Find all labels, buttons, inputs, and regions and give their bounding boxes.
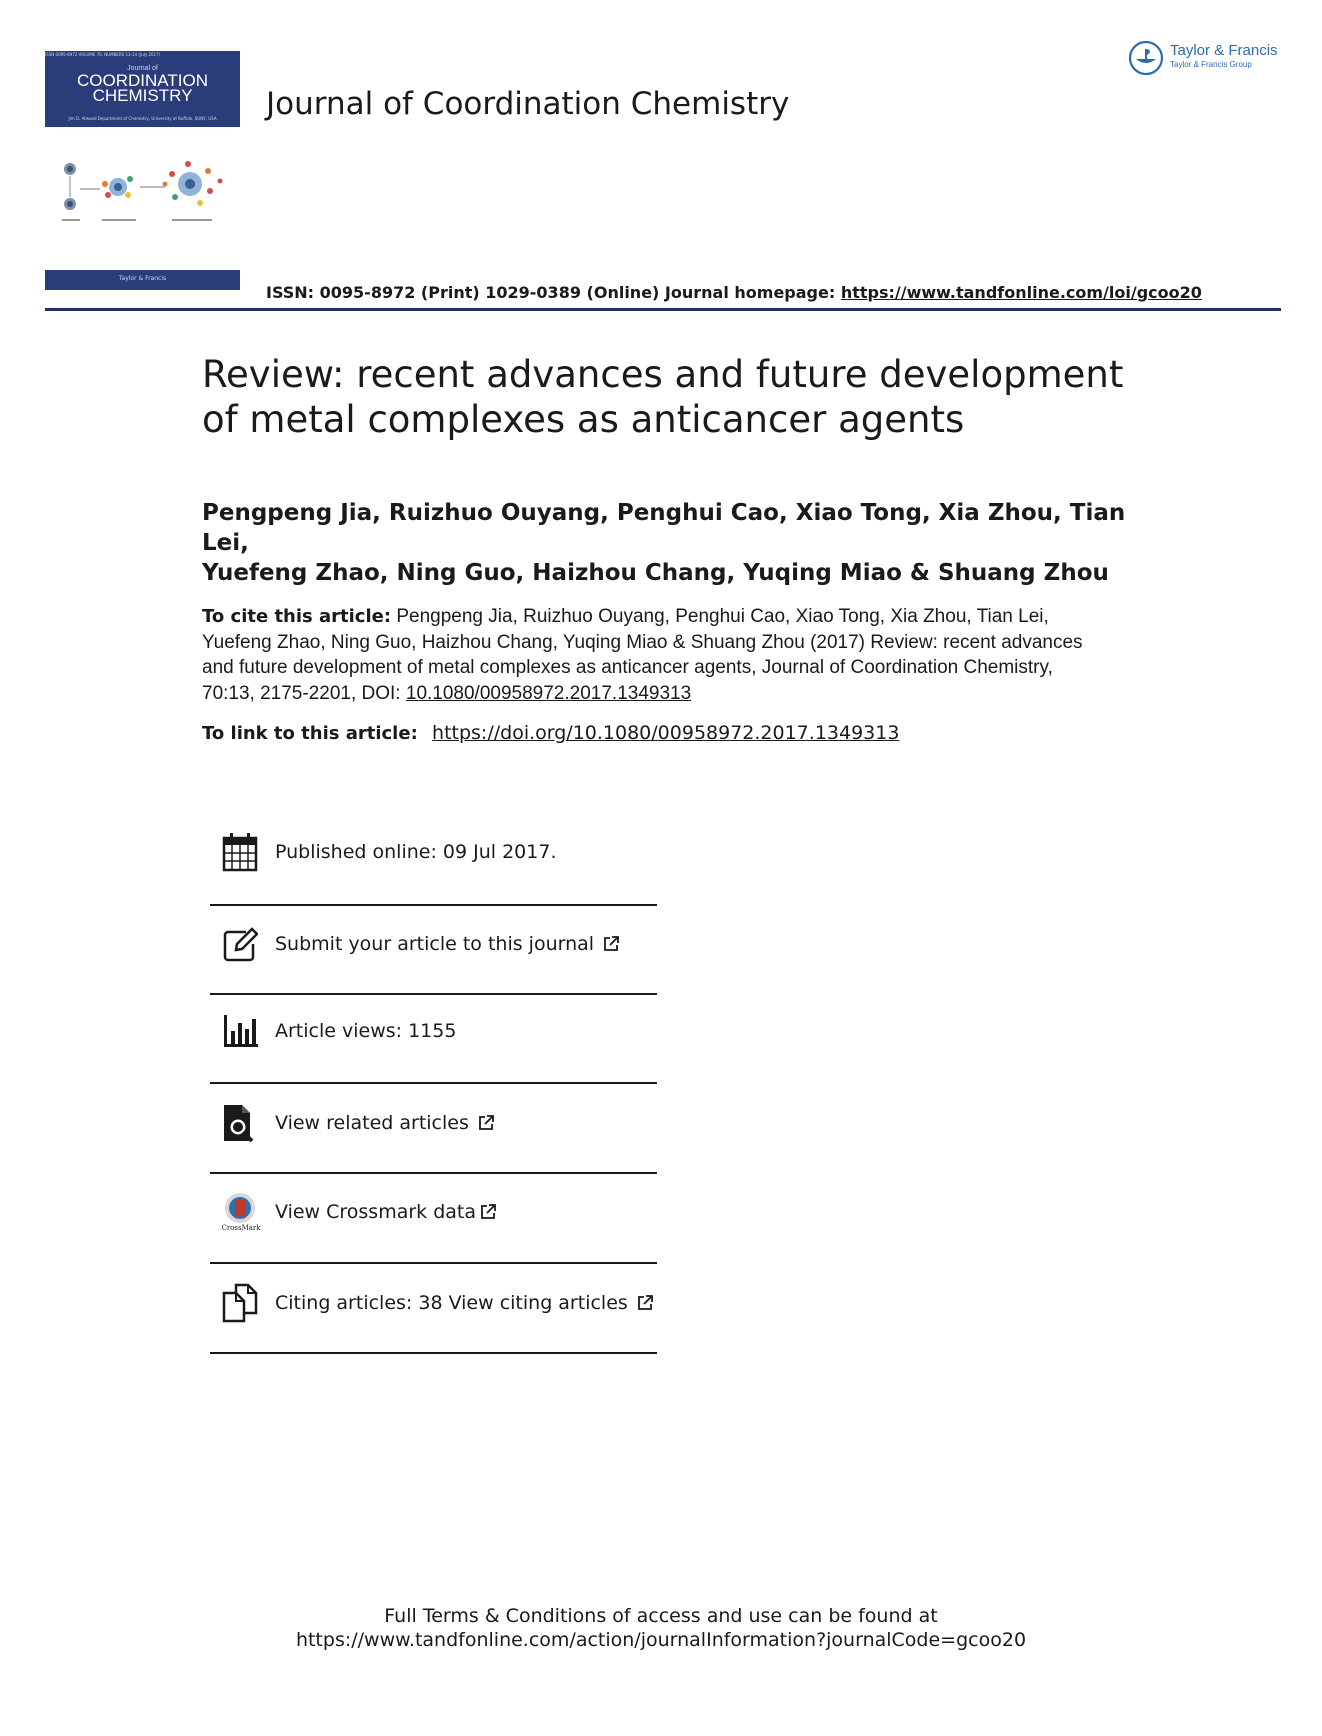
citation-block: [202, 604, 1102, 706]
article-title-line1: Review: recent advances and future development: [202, 353, 1124, 396]
crossmark-badge-label: CrossMark: [221, 1224, 261, 1232]
external-link-icon: [602, 935, 620, 953]
terms-footer-url[interactable]: https://www.tandfonline.com/action/journalInformation?journalCode=gcoo20: [295, 1629, 1027, 1651]
views-row: [210, 987, 657, 1075]
article-title-line2: of metal complexes as anticancer agents: [202, 398, 965, 441]
external-link-icon: [636, 1294, 654, 1312]
taylor-francis-logo-icon: [1128, 40, 1164, 76]
article-link-line: [202, 722, 899, 744]
header-divider: [45, 308, 1281, 311]
external-link-icon: [477, 1114, 495, 1132]
journal-homepage-link[interactable]: https://www.tandfonline.com/loi/gcoo20: [840, 283, 1202, 302]
calendar-icon: [222, 832, 258, 872]
article-views-text: Article views: 1155: [275, 1020, 457, 1042]
crossmark-icon: [221, 1192, 261, 1232]
cover-editor: Jim D. Atwood Department of Chemistry, University at Buffalo, SUNY, USA: [68, 116, 217, 121]
cover-illustration: [60, 159, 230, 239]
citing-articles-link[interactable]: [275, 1259, 654, 1347]
link-label: To link to this article:: [202, 723, 425, 744]
submit-article-label: Submit your article to this journal: [275, 933, 595, 955]
cover-title-line1: COORDINATION: [77, 71, 208, 90]
journal-title: Journal of Coordination Chemistry: [266, 86, 790, 122]
cover-publisher-band: [45, 270, 240, 290]
crossmark-badge-icon: [224, 1192, 256, 1224]
issn-text: ISSN: 0095-8972 (Print) 1029-0389 (Online) Journal homepage:: [266, 283, 841, 302]
article-authors: [202, 498, 1162, 588]
crossmark-row[interactable]: [210, 1168, 657, 1256]
citing-row[interactable]: [210, 1259, 657, 1347]
publisher-name: Taylor & Francis: [1170, 42, 1278, 59]
citation-text: Pengpeng Jia, Ruizhuo Ouyang, Penghui Cao, Xiao Tong, Xia Zhou, Tian Lei, Yuefeng Zhao, Ning Guo, Haizhou Chang, Yuqing Miao & Shuang Zhou (2017) Review: recent advances and future development of metal complexes as anticancer agents, Journal of Coordination Chemistry, 70:13, 2175-2201, DOI:: [202, 606, 1083, 704]
article-title: [202, 352, 1162, 442]
citing-documents-icon: [222, 1283, 258, 1323]
issn-line: [266, 283, 1202, 302]
citation-doi-link[interactable]: 10.1080/00958972.2017.1349313: [405, 682, 692, 704]
view-related-link[interactable]: [275, 1079, 495, 1167]
terms-footer: [0, 1604, 1322, 1652]
cover-editor-strip: [45, 114, 240, 127]
bar-chart-icon: [222, 1011, 258, 1051]
authors-line2: Yuefeng Zhao, Ning Guo, Haizhou Chang, Yuqing Miao & Shuang Zhou: [202, 560, 1109, 586]
cover-meta: ISSN 0095-8972 VOLUME 70, NUMBERS 13-14 (July 2017): [45, 51, 240, 59]
view-crossmark-label: View Crossmark data: [275, 1201, 477, 1223]
citation-label: To cite this article:: [202, 606, 392, 627]
edit-icon: [222, 924, 258, 964]
related-row[interactable]: [210, 1079, 657, 1167]
published-online-text: Published online: 09 Jul 2017.: [275, 841, 557, 863]
cover-title-band: [45, 59, 240, 114]
taylor-francis-logo[interactable]: [1128, 38, 1288, 78]
cover-title-line2: CHEMISTRY: [92, 86, 193, 105]
view-related-label: View related articles: [275, 1112, 469, 1134]
submit-row[interactable]: [210, 900, 657, 988]
cover-publisher: Taylor & Francis: [118, 275, 167, 282]
publisher-group: Taylor & Francis Group: [1170, 60, 1252, 69]
published-row: [210, 808, 657, 896]
info-divider: [210, 1352, 657, 1354]
submit-article-link[interactable]: [275, 900, 620, 988]
external-link-icon: [479, 1203, 497, 1221]
document-search-icon: [222, 1103, 258, 1143]
cover-journal-of: Journal of: [127, 65, 158, 72]
view-crossmark-link[interactable]: [275, 1168, 497, 1256]
authors-line1: Pengpeng Jia, Ruizhuo Ouyang, Penghui Cao, Xiao Tong, Xia Zhou, Tian Lei,: [202, 500, 1126, 556]
journal-cover: [45, 51, 240, 291]
terms-footer-line1: Full Terms & Conditions of access and use can be found at: [384, 1605, 938, 1627]
article-doi-link[interactable]: https://doi.org/10.1080/00958972.2017.1349313: [432, 722, 900, 744]
citing-articles-label: Citing articles: 38 View citing articles: [275, 1292, 628, 1314]
